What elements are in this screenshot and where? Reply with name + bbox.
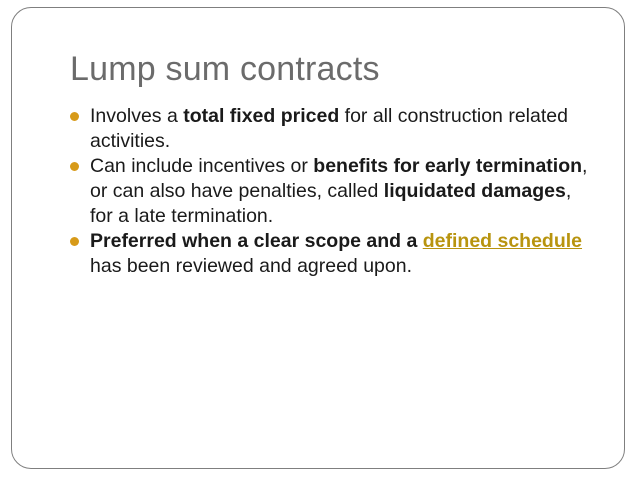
bullet-item-3 bbox=[70, 229, 590, 279]
bullet-1-part-3: for all construction related activities. bbox=[90, 105, 568, 152]
bullet-3-part-1: Preferred when a clear scope and a bbox=[90, 230, 423, 252]
bullet-text bbox=[90, 155, 587, 227]
bullet-3-part-3: has been reviewed and agreed upon. bbox=[90, 255, 412, 277]
bullet-item-1 bbox=[70, 104, 590, 154]
bullet-1-part-2: total fixed priced bbox=[183, 105, 340, 127]
bullet-list bbox=[70, 104, 590, 279]
bullet-2-part-2: benefits for early termination bbox=[313, 155, 583, 177]
bullet-1-part-1: Involves a bbox=[90, 105, 184, 127]
bullet-2-part-5: , for a late termination. bbox=[90, 180, 572, 227]
bullet-dot-icon bbox=[70, 162, 79, 171]
bullet-item-2 bbox=[70, 154, 590, 229]
bullet-text bbox=[90, 105, 568, 152]
bullet-2-part-4: liquidated damages bbox=[383, 180, 566, 202]
bullet-2-part-1: Can include incentives or bbox=[90, 155, 314, 177]
bullet-dot-icon bbox=[70, 112, 79, 121]
slide-title: Lump sum contracts bbox=[70, 50, 380, 88]
bullet-text bbox=[90, 230, 582, 277]
bullet-2-part-3: , or can also have penalties, called bbox=[90, 155, 588, 202]
defined-schedule-link[interactable]: defined schedule bbox=[422, 230, 583, 252]
bullet-dot-icon bbox=[70, 237, 79, 246]
